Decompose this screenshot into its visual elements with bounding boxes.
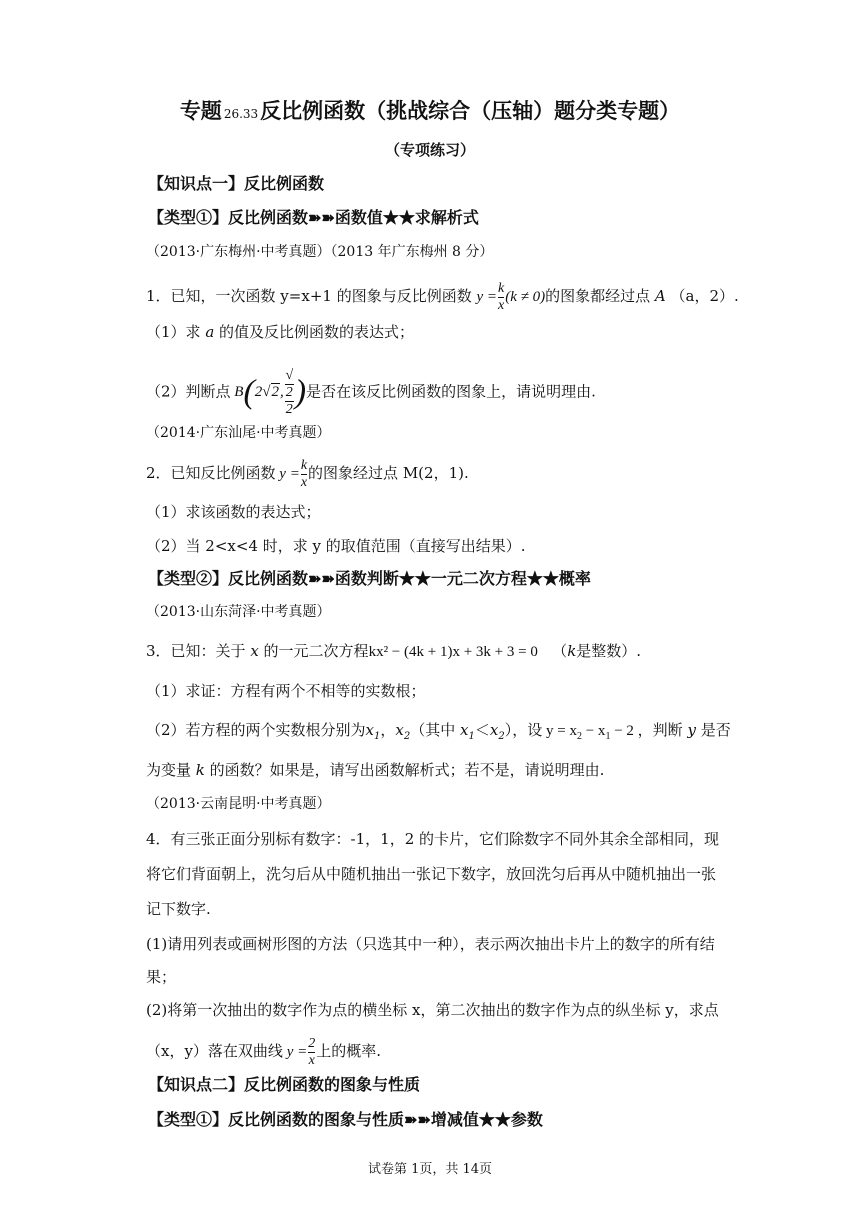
q2-text-b: 的图象经过点 M(2，1). xyxy=(308,463,469,482)
q1-point-b: B(2√2, √ 2 2 ) xyxy=(230,368,307,417)
question-3-part-1: （1）求证：方程有两个不相等的实数根； xyxy=(146,682,426,700)
q3-text-b: 的一元二次方程 xyxy=(263,642,369,660)
q3-part2-text-c: ），设 xyxy=(504,721,543,739)
question-1: 1．已知，一次函数 y=x+1 的图象与反比例函数 y = $\frac{k}{x}$ (k ≠ 0)的图象都经过点 A （a，2）. xyxy=(146,281,739,313)
heading-type-1: 【类型①】反比例函数➽➽函数值★★求解析式 xyxy=(148,208,479,227)
q4-line7-text-b: 上的概率. xyxy=(316,1041,381,1060)
page-subtitle: （专项练习） xyxy=(384,141,475,159)
title-prefix: 专题 xyxy=(179,98,222,123)
q1-text-c: （a，2）. xyxy=(670,286,739,305)
page-footer: 试卷第 1页，共 14页 xyxy=(367,1162,493,1177)
q3-equation: kx² − (4k + 1)x + 3k + 3 = 0 xyxy=(368,644,538,660)
question-3: 3．已知：关于 x 的一元二次方程kx² − (4k + 1)x + 3k + 3 = 0 （k是整数）. xyxy=(146,642,642,660)
source-4: （2013·云南昆明·中考真题） xyxy=(146,796,331,812)
question-1-part-1: （1）求 a 的值及反比例函数的表达式； xyxy=(146,323,415,341)
question-1-part-2 xyxy=(146,368,596,418)
source-3: （2013·山东菏泽·中考真题） xyxy=(146,604,331,620)
heading-knowledge-point-2: 【知识点二】反比例函数的图象与性质 xyxy=(148,1075,421,1094)
question-2-part-2: （2）当 2<x<4 时，求 y 的取值范围（直接写出结果）. xyxy=(146,537,526,555)
q3-text-d: 是整数）. xyxy=(576,642,642,660)
q3-part2-text-a: （2）若方程的两个实数根分别为 xyxy=(146,721,366,739)
source-1: （2013·广东梅州·中考真题）（2013 年广东梅州 8 分） xyxy=(146,244,494,260)
page-title xyxy=(0,96,860,129)
q3-part2-text-g: 的函数？如果是，请写出函数解析式；若不是，请说明理由. xyxy=(209,761,605,779)
question-2-part-1: （1）求该函数的表达式； xyxy=(146,503,321,521)
q4-line7-text-a: （x，y）落在双曲线 xyxy=(146,1041,283,1060)
q3-part2-text-e: 是否 xyxy=(700,721,731,739)
question-4-line-2: 将它们背面朝上，洗匀后从中随机抽出一张记下数字，放回洗匀后再从中随机抽出一张 xyxy=(146,865,717,883)
q1-part2-text-b: 是否在该反比例函数的图象上，请说明理由. xyxy=(306,382,596,401)
question-4-line-4: (1)请用列表或画树形图的方法（只选其中一种），表示两次抽出卡片上的数字的所有结 xyxy=(146,935,715,953)
q1-part2-text-a: （2）判断点 xyxy=(146,382,231,401)
q1-text-b: 的图象都经过点 xyxy=(545,286,651,305)
heading-type-3: 【类型①】反比例函数的图象与性质➽➽增减值★★参数 xyxy=(148,1110,543,1129)
q3-part2-text-f: 为变量 xyxy=(146,761,192,779)
q1-part1-text-a: （1）求 xyxy=(146,323,201,341)
question-4-line-6: (2)将第一次抽出的数字作为点的横坐标 x，第二次抽出的数字作为点的纵坐标 y，求点 xyxy=(146,1001,719,1019)
q3-y-formula: $y = x_2 - x_1 - 2$ xyxy=(542,723,638,742)
q3-text-c: （ xyxy=(552,642,568,660)
heading-type-2: 【类型②】反比例函数➽➽函数判断★★一元二次方程★★概率 xyxy=(148,569,591,588)
q3-text-a: 3．已知：关于 xyxy=(146,642,246,660)
q2-formula: y = $\frac{k}{x}$ xyxy=(275,458,308,490)
question-3-part-2: （2）若方程的两个实数根分别为$x_1$，$x_2$（其中 $x_1<x_2$），设 $y = x_2 - x_1 - 2$ ，判断 y 是否 xyxy=(146,721,731,742)
title-main: 反比例函数（挑战综合（压轴）题分类专题） xyxy=(260,98,681,123)
q2-text-a: 2．已知反比例函数 xyxy=(146,463,276,482)
question-4-line-5: 果； xyxy=(146,968,177,986)
q4-hyperbola-formula: y = $\frac{2}{x}$ xyxy=(282,1036,316,1068)
q1-part1-text-b: 的值及反比例函数的表达式； xyxy=(219,323,415,341)
q1-text-a: 1．已知，一次函数 y=x+1 的图象与反比例函数 xyxy=(146,286,472,305)
question-4-line-7 xyxy=(146,1036,381,1069)
q3-part2-text-b: （其中 xyxy=(410,721,456,739)
q1-formula: y = $\frac{k}{x}$ (k ≠ 0) xyxy=(476,281,546,313)
title-number: 26.33 xyxy=(223,107,259,121)
question-4-line-3: 记下数字. xyxy=(146,900,211,918)
heading-knowledge-point-1: 【知识点一】反比例函数 xyxy=(148,174,325,193)
q3-part2-text-d: ，判断 xyxy=(637,721,683,739)
question-2 xyxy=(146,458,469,491)
question-3-part-2-cont: 为变量 k 的函数？如果是，请写出函数解析式；若不是，请说明理由. xyxy=(146,761,605,779)
question-4-line-1: 4．有三张正面分别标有数字：-1，1，2 的卡片，它们除数字不同外其余全部相同，现 xyxy=(146,830,720,848)
source-2: （2014·广东汕尾·中考真题） xyxy=(146,425,331,441)
